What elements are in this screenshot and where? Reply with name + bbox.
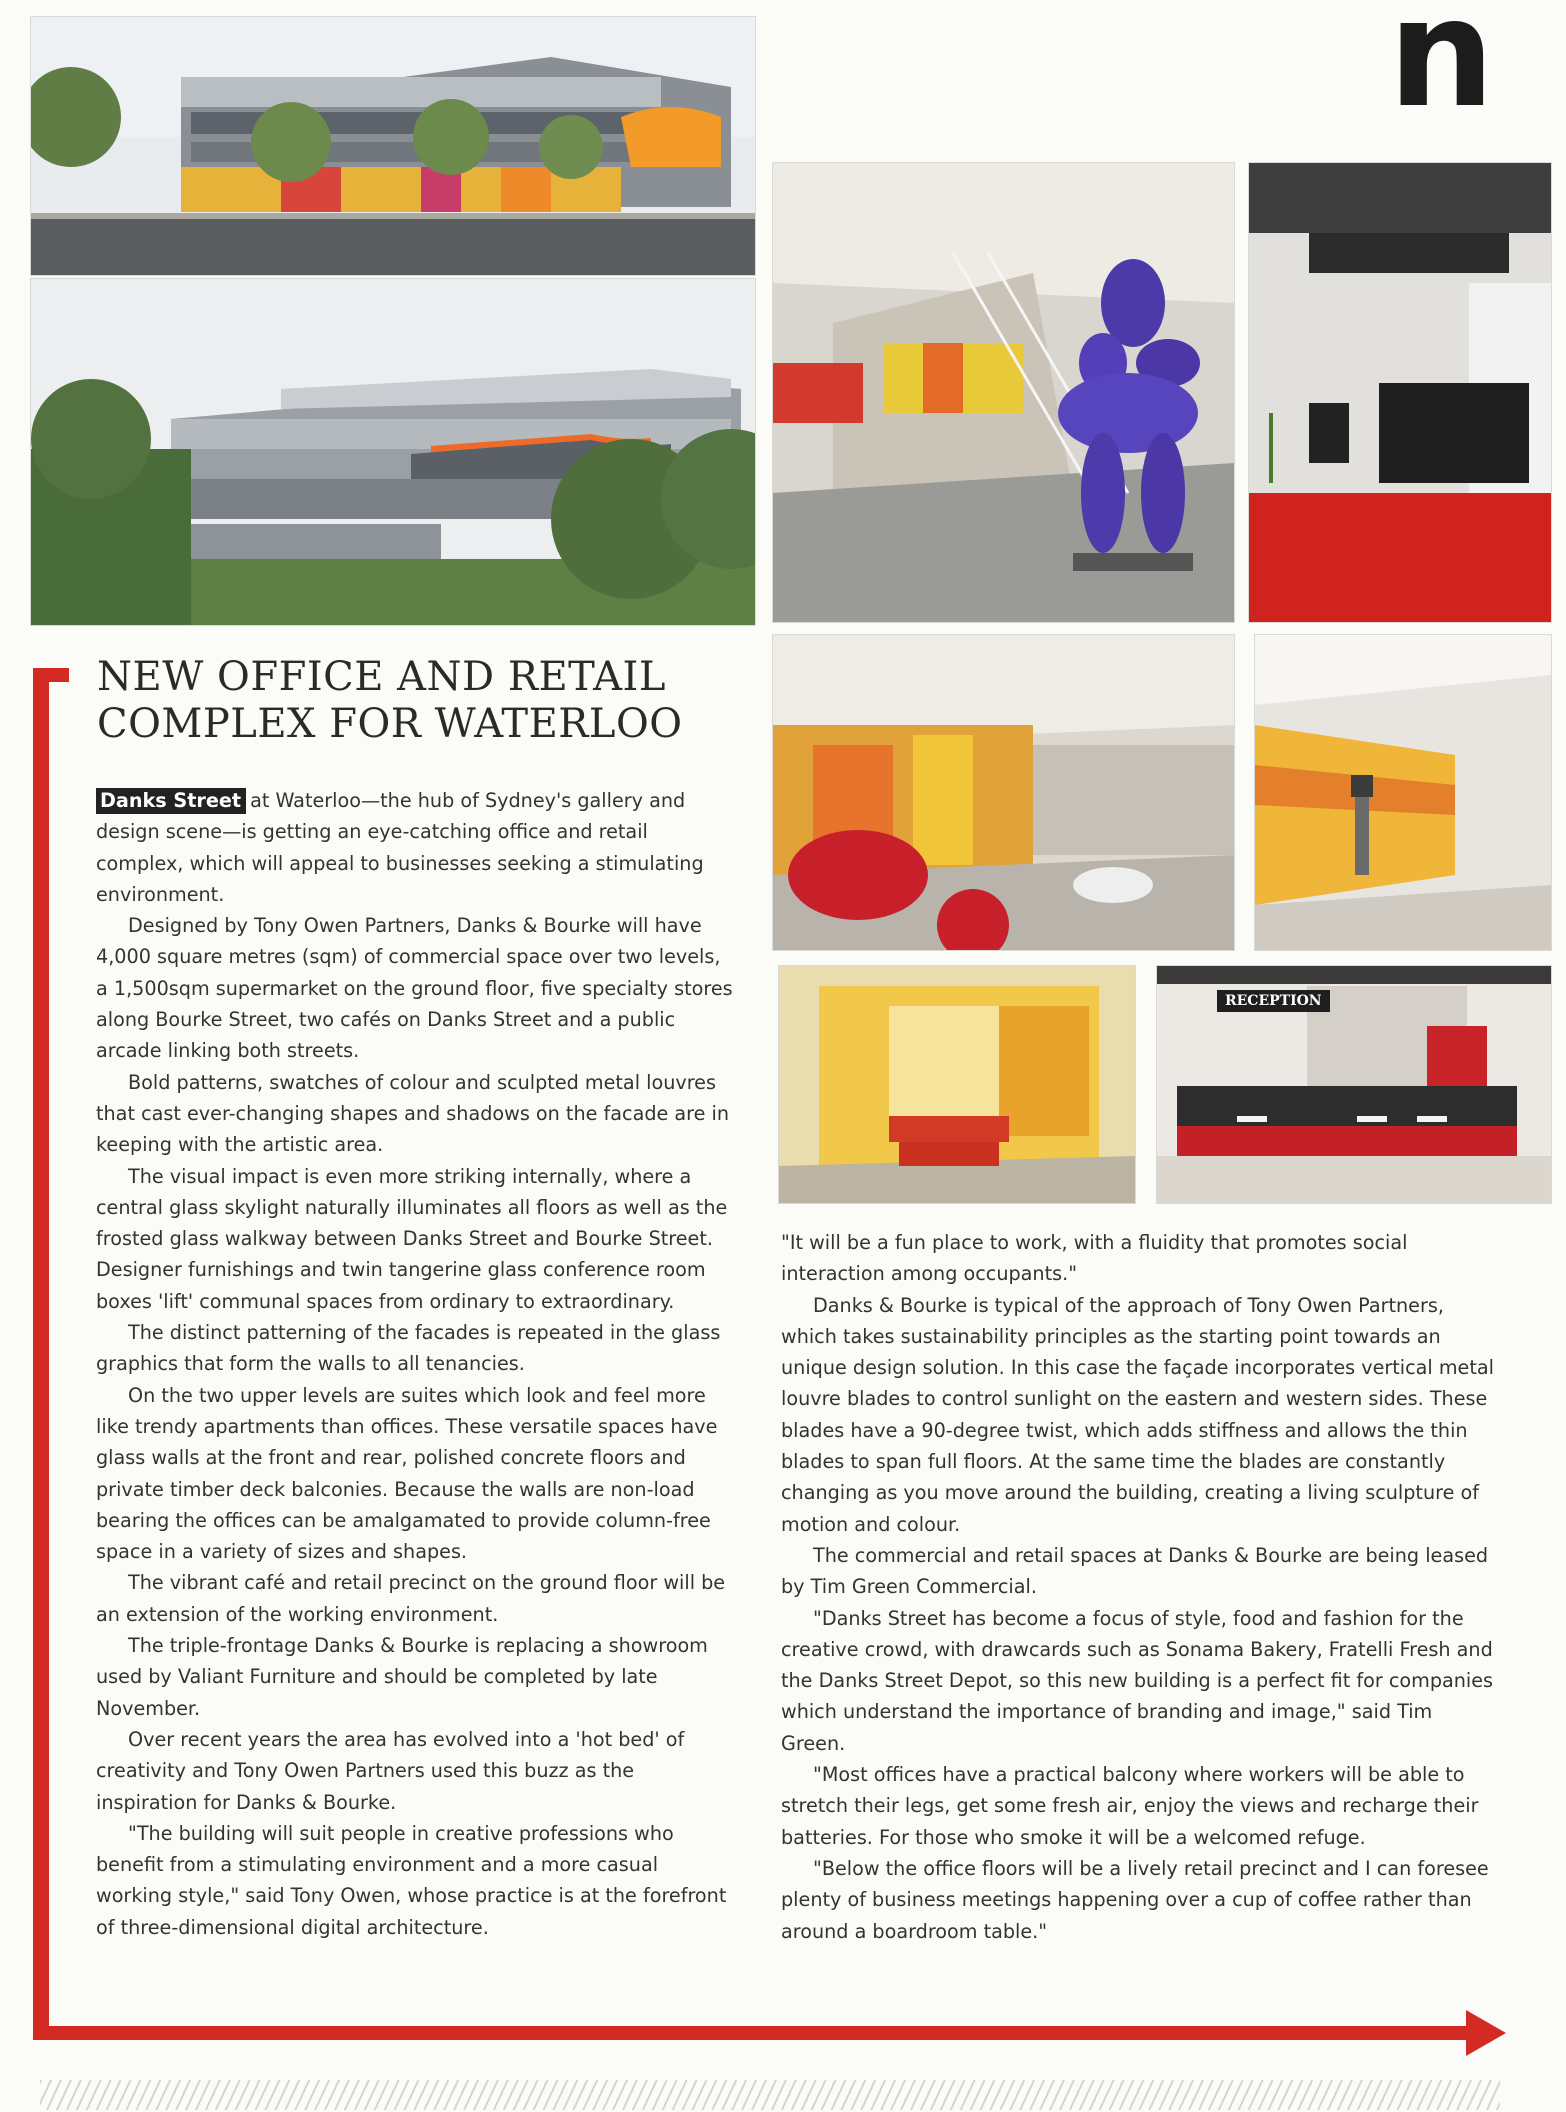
atrium-balloon-dog-icon bbox=[773, 163, 1234, 622]
arrow-icon bbox=[1466, 2010, 1506, 2056]
accent-bar-top bbox=[33, 668, 69, 682]
accent-bar-bottom bbox=[33, 2026, 1471, 2040]
paragraph: Over recent years the area has evolved into a 'hot bed' of creativity and Tony Owen Partners used this buzz as the inspiration for Danks & Bourke. bbox=[96, 1727, 685, 1814]
paragraph: The distinct patterning of the facades is repeated in the glass graphics that form the walls to all tenancies. bbox=[96, 1321, 721, 1376]
lead-highlight: Danks Street bbox=[96, 788, 246, 814]
headline-line-2: COMPLEX FOR WATERLOO bbox=[97, 701, 683, 747]
meeting-room-icon bbox=[779, 966, 1135, 1203]
paragraph: "The building will suit people in creative professions who benefit from a stimulating environment and a more casual working style," said Tony Owen, whose practice is at the forefront of three-dimensional digital architecture. bbox=[96, 1821, 727, 1939]
paragraph: Bold patterns, swatches of colour and sculpted metal louvres that cast ever-changing shapes and shadows on the facade are in keeping with the artistic area. bbox=[96, 1070, 730, 1157]
exterior-top-photo bbox=[30, 16, 756, 276]
headline bbox=[97, 654, 697, 748]
paragraph: "It will be a fun place to work, with a fluidity that promotes social interaction among occupants." bbox=[781, 1231, 1408, 1286]
building-exterior-icon bbox=[31, 17, 755, 275]
building-exterior-icon bbox=[31, 279, 755, 625]
paragraph: The triple-frontage Danks & Bourke is replacing a showroom used by Valiant Furniture and should be completed by late November. bbox=[96, 1634, 708, 1720]
lead-text: at Waterloo—the hub of Sydney's gallery and design scene—is getting an eye-catching office and retail complex, which will appeal to businesses seeking a stimulating environment. bbox=[96, 789, 704, 906]
paragraph: "Danks Street has become a focus of style, food and fashion for the creative crowd, with drawcards such as Sonama Bakery, Fratelli Fresh and the Danks Street Depot, so this new building is a perfect fit for companies which understand the importance of branding and image," said Tim Green. bbox=[781, 1606, 1494, 1755]
paragraph: On the two upper levels are suites which look and feel more like trendy apartments than offices. These versatile spaces have glass walls at the front and rear, polished concrete floors and private timber deck balconies. Because the walls are non-load bearing the offices can be amalgamated to provide column-free space in a variety of sizes and shapes. bbox=[96, 1383, 718, 1564]
office-red-floor-photo bbox=[1248, 162, 1552, 623]
article-column-right bbox=[781, 1227, 1501, 1947]
reception-sign: RECEPTION bbox=[1217, 990, 1330, 1012]
lobby-photo bbox=[772, 634, 1235, 951]
paragraph: "Most offices have a practical balcony where workers will be able to stretch their legs, get some fresh air, enjoy the views and recharge their batteries. For those who smoke it will be a welcomed refuge. bbox=[781, 1763, 1479, 1849]
atrium-photo bbox=[772, 162, 1235, 623]
exterior-bottom-photo bbox=[30, 278, 756, 626]
office-interior-icon bbox=[1249, 163, 1551, 622]
section-letter: n bbox=[1388, 0, 1489, 141]
corridor-photo bbox=[1254, 634, 1552, 951]
paragraph: The visual impact is even more striking internally, where a central glass skylight naturally illuminates all floors as well as the frosted glass walkway between Danks Street and Bourke Street. Designer furnishings and twin tangerine glass conference room boxes 'lift' communal spaces from ordinary to extraordinary. bbox=[96, 1164, 728, 1313]
reception-photo bbox=[1156, 965, 1552, 1204]
footer-hatch bbox=[40, 2080, 1500, 2110]
lead-paragraph bbox=[96, 785, 736, 910]
paragraph: Designed by Tony Owen Partners, Danks & Bourke will have 4,000 square metres (sqm) of commercial space over two levels, a 1,500sqm supermarket on the ground floor, five specialty stores along Bourke Street, two cafés on Danks Street and a public arcade linking both streets. bbox=[96, 914, 733, 1063]
paragraph: Danks & Bourke is typical of the approach of Tony Owen Partners, which takes sustainability principles as the starting point towards an unique design solution. In this case the façade incorporates vertical metal louvre blades to control sunlight on the eastern and western sides. These blades have a 90-degree twist, which adds stiffness and allows the thin blades to span full floors. At the same time the blades are constantly changing as you move around the building, creating a living sculpture of motion and colour. bbox=[781, 1293, 1494, 1536]
corridor-interior-icon bbox=[1255, 635, 1551, 950]
paragraph: The commercial and retail spaces at Danks & Bourke are being leased by Tim Green Commercial. bbox=[781, 1543, 1489, 1599]
accent-bar-vertical bbox=[33, 668, 49, 2040]
paragraph: "Below the office floors will be a lively retail precinct and I can foresee plenty of business meetings happening over a cup of coffee rather than around a boardroom table." bbox=[781, 1856, 1489, 1943]
headline-line-1: NEW OFFICE AND RETAIL bbox=[97, 654, 666, 700]
meeting-room-photo bbox=[778, 965, 1136, 1204]
lobby-interior-icon bbox=[773, 635, 1234, 950]
paragraph: The vibrant café and retail precinct on the ground floor will be an extension of the working environment. bbox=[96, 1571, 726, 1626]
article-column-left bbox=[96, 785, 736, 1943]
